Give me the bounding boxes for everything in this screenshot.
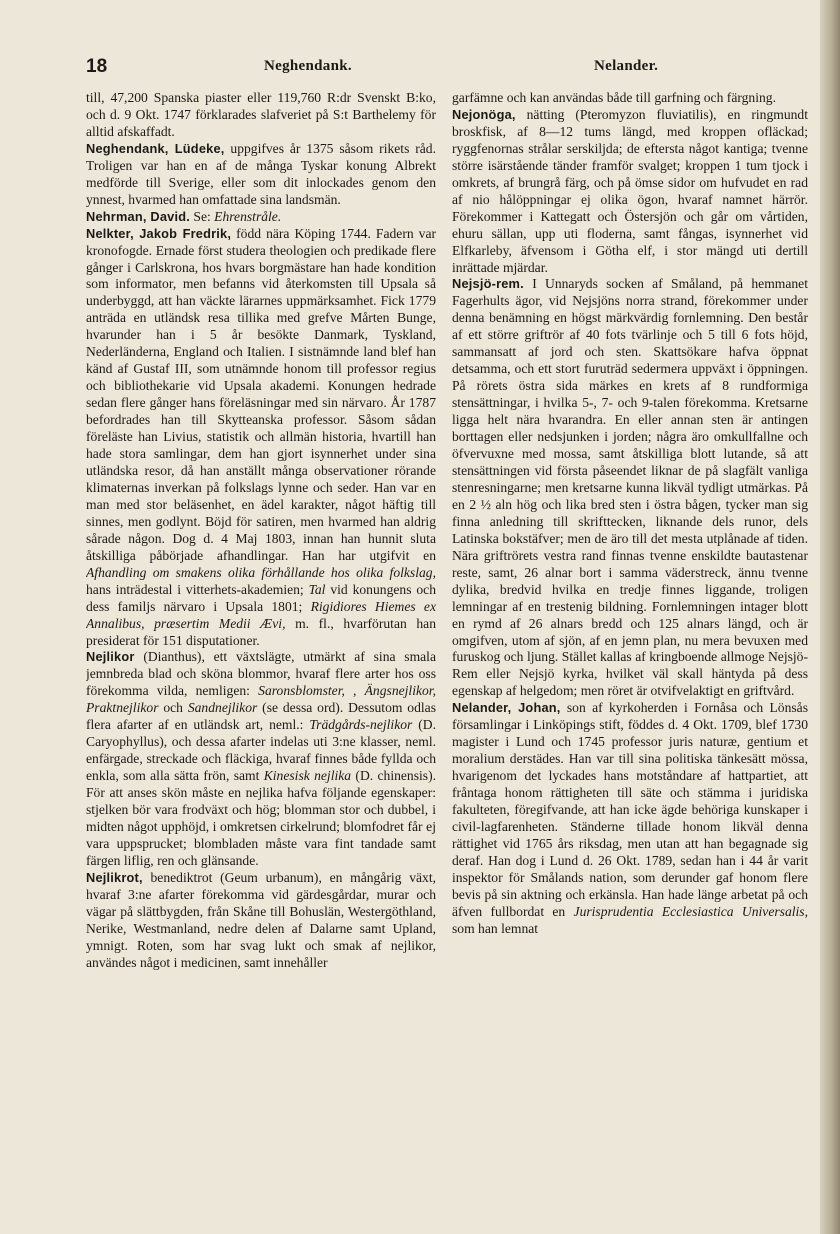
entry-headword: Nejlikor bbox=[86, 649, 135, 665]
entry-body: nätting (Pteromyzon fluviatilis), en ringmundt broskfisk, af 8—12 tums längd, med kroppen ofläckad; ryggfenornas strålar serskiljda; de eftersta något kantiga; tvenne större isärstående tänder framför svalget; kroppen 1 tum tjock i omkrets, af brungrå färg, och på ömse sidor om hufvudet en rad af nio hålöppningar ej olika ögon, hvaraf namnet härrör. Förekommer i Kattegatt och Östersjön och går om vårtiden, ehuru sällan, upp uti floderna, samt fångas, isynnerhet vid Elfkarleby, äfvensom i Götha elf, i stor mängd uti dertill inrättade mjärdar. bbox=[452, 106, 808, 275]
work-title: Rigidiores Hiemes ex Annalibus, præsertim Medii Ævi, bbox=[86, 598, 436, 631]
entry-nehrman bbox=[86, 209, 436, 226]
entry-body: hans inträdestal i vitterhets-akademien; bbox=[86, 581, 309, 597]
entry-headword: Nejonöga, bbox=[452, 106, 516, 122]
entry-body: (D. chinensis). För att anses skön måste en nejlika hafva följande egenskaper: stjelken bör vara frodväxt och hög; blomman stor och dubbel, i midten något upphöjd, i omkretsen cirkelrund; blomfodret får ej vara uppsprucket; blombladen måste vara fint tandade samt färgen liflig, ren och glänsande. bbox=[86, 768, 436, 868]
entry-body: m. fl., hvarförutan han presiderat för 151 disputationer. bbox=[86, 615, 436, 648]
entry-body: (D. Caryophyllus), och dessa afarter indelas uti 3:ne klasser, neml. enfärgade, streckade och fläckiga, hvaraf finnes både fyllda och enkla, som alla sätta frön, samt bbox=[86, 717, 436, 784]
entry-nejlikrot bbox=[86, 870, 436, 972]
entry-body: född nära Köping 1744. Fadern var kronofogde. Ernade först studera theologien och predikade flere gånger i Carlskrona, hos hvars borgmästare han hade kondition som informator, men befanns vid återkomsten till Upsala så underbyggd, att han väckte lärarnes uppmärksamhet. Fick 1779 anträda en utländsk resa tillika med grefve Mårten Bunge, hvarunder han i 5 år besökte Danmark, Tyskland, Nederländerna, England och Italien. I sistnämnde land blef han känd af Gustaf III, som utnämnde honom till professor regius och bibliothekarie vid Upsala akademi. Konungen hedrade sedan flere gånger hans föreläsningar med sin närvaro. År 1787 befordrades han till Skytteanska professor. Såsom sådan föreläste han Livius, statistik och allmän historia, hvartill han hade stora samlingar, dem han gjort isynnerhet under sina utländska resor, då han anställt många observationer rörande klimaternas inverkan på folkslags lynne och seder. Han var en man med stor beläsenhet, en ädel karakter, något häftig till sinnes, men godlynt. Böjd för satiren, men hvarmed han aldrig sårade någon. Dog d. 4 Maj 1803, innan han hunnit sluta åtskilliga påbörjade afhandlingar. Han har utgifvit en bbox=[86, 225, 436, 563]
running-head-right: Nelander. bbox=[594, 58, 659, 74]
cross-reference: Sandnejlikor bbox=[187, 700, 258, 716]
entry-body: son af kyrkoherden i Fornåsa och Lönsås församlingar i Linköpings stift, föddes d. 4 Okt. 1709, blef 1730 magister i Lund och 1745 professor juris naturæ, gentium et moralium derstädes. Han var till sina politiska tänkesätt mössa, hvarigenom det lyckades hans motståndare af hattpartiet, att fråntaga honom rättigheten till säte och stämma i juridiska fakulteten, föregifvande, att han icke ägde behöriga kunskaper i civil-lagfarenheten. Ständerne tillade honom likväl denna rättighet vid 1765 års riksdag, men utan att han begagnade sig deraf. Han dog i Lund d. 26 Okt. 1789, sedan han i 44 år varit inspektor för Smålands nation, som derunder gaf honom flere bevis på sin aktning och erkänsla. Han hade länge arbetat på och äfven fullbordat en bbox=[452, 700, 808, 919]
entry-nelkter bbox=[86, 226, 436, 650]
cross-reference: Trädgårds-nejlikor bbox=[309, 717, 413, 733]
entry-nelander bbox=[452, 700, 808, 937]
work-title: Afhandling om smakens olika förhållande hos olika folkslag, bbox=[86, 564, 436, 580]
entry-headword: Nelander, Johan, bbox=[452, 700, 561, 716]
work-title: Tal bbox=[308, 581, 326, 597]
continued-text: garfämne och kan användas både till garfning och färgning. bbox=[452, 90, 776, 105]
entry-body: (Dianthus), ett växtslägte, utmärkt af sina smala jemnbreda blad och sköna blommor, hvaraf flere arter hos oss förekomma vilda, nemligen: bbox=[86, 649, 436, 699]
entry-body: som han lemnat bbox=[452, 920, 539, 936]
cross-reference: Ehrenstråle. bbox=[214, 208, 282, 224]
page-gutter-shadow bbox=[820, 0, 840, 1234]
entry-headword: Neghendank, Lüdeke, bbox=[86, 140, 225, 156]
entry-neghendank bbox=[86, 141, 436, 209]
page-number: 18 bbox=[86, 56, 108, 77]
entry-body: uppgifves år 1375 såsom rikets råd. Troligen var han en af de många Tyskar konung Albrekt medförde till Sverige, eller som dit inlockades genom den ynnest, hvarmed han omfattade sina landsmän. bbox=[86, 140, 436, 207]
entry-nejonoga bbox=[452, 107, 808, 277]
entry-nejlikor bbox=[86, 649, 436, 869]
entry-body: (se dessa ord). Dessutom odlas flera afarter af en utländsk art, neml.: bbox=[86, 700, 436, 733]
entry-body: och bbox=[158, 700, 188, 716]
entry-body: vid konungens och dess familjs närvaro i Upsala 1801; bbox=[86, 581, 436, 614]
left-column bbox=[86, 90, 436, 1200]
entry-body: Se: bbox=[189, 208, 215, 224]
entry-headword: Nelkter, Jakob Fredrik, bbox=[86, 225, 232, 241]
running-head-left: Neghendank. bbox=[264, 58, 352, 74]
entry-headword: Nehrman, David. bbox=[86, 208, 190, 224]
entry-body: I Unnaryds socken af Småland, på hemmanet Fagerhults ägor, vid Nejsjöns norra strand, förekommer under denna benämning en högst märkvärdig fornlemning. Den består af ett större griftrör af 40 fots tvärlinje och 5 till 6 fots höjd, sammansatt af jord och sten. Skattsökare hafva öppnat detsamma, och ett stort furuträd sedermera uppväxt i öppningen. På rörets östra sida märkes en krets af 8 rundformiga stensättningar, i hvilka 5-, 7- och 9-talen förekomma. Kretsarne ligga helt nära hvarandra. En eller annan sten är antingen borttagen eller nedsjunken i jorden; några äro omkullfallne och öfvervuxne med mossa, samt åtskilliga blott lutande, så att stensättningen vid första påseendet liknar de på slagfält vanliga stenresningarne; men kretsarne kunna likväl tydligt utmärkas. På en 2 ½ aln hög och lika bred sten i östra bågen, tycker man sig finna anledning till skrifttecken, liknande dels runor, dels Latinska bokstäfver; men de äro till det mesta utplånade af tiden. Nära griftrörets vestra rand finnas tvenne enskildte bautastenar reste, samt, 26 alnar bort i samma väderstreck, ännu tvenne dylika, bredvid hvilka en tredje finnes liggande, troligen lemningar af en trestenig bildning. Fornlemningen intager blott en rymd af 26 alnars bredd och 125 alnars längd, och är omgifven, utom af sjön, af en jemn plan, nu mera bevuxen med furuskog och ljung. Stället kallas af kringboende allmoge Nejsjö-Rem eller Nejsjö kyrka, hvilket väl skall häntyda på dess egenskap af helgedom; men röret är otvifvelaktigt en griftvård. bbox=[452, 276, 808, 699]
right-column bbox=[452, 90, 808, 1200]
entry-nejsjo-rem bbox=[452, 276, 808, 700]
page-header bbox=[86, 56, 810, 82]
continued-text: till, 47,200 Spanska piaster eller 119,760 R:dr Svenskt B:ko, och d. 9 Okt. 1747 förklarades slafveriet på S:t Barthelemy för alltid afskaffadt. bbox=[86, 90, 436, 139]
cross-reference: Kinesisk nejlika bbox=[263, 768, 352, 784]
entry-headword: Nejsjö-rem. bbox=[452, 276, 524, 292]
entry-headword: Nejlikrot, bbox=[86, 869, 143, 885]
cross-reference: Saronsblomster, , Ängsnejlikor, Praktnejlikor bbox=[86, 683, 436, 716]
work-title: Jurisprudentia Ecclesiastica Universalis, bbox=[573, 903, 808, 919]
entry-body: benediktrot (Geum urbanum), en mångårig växt, hvaraf 3:ne afarter förekomma vid gärdesgårdar, murar och vägar på slättbygden, från Skåne till Bohuslän, Westergöthland, Nerike, Westmanland, nedre delen af Dalarne samt Upland, ymnigt. Roten, som har svag lukt och smak af nejlikor, användes något i medicinen, samt innehåller bbox=[86, 869, 436, 970]
